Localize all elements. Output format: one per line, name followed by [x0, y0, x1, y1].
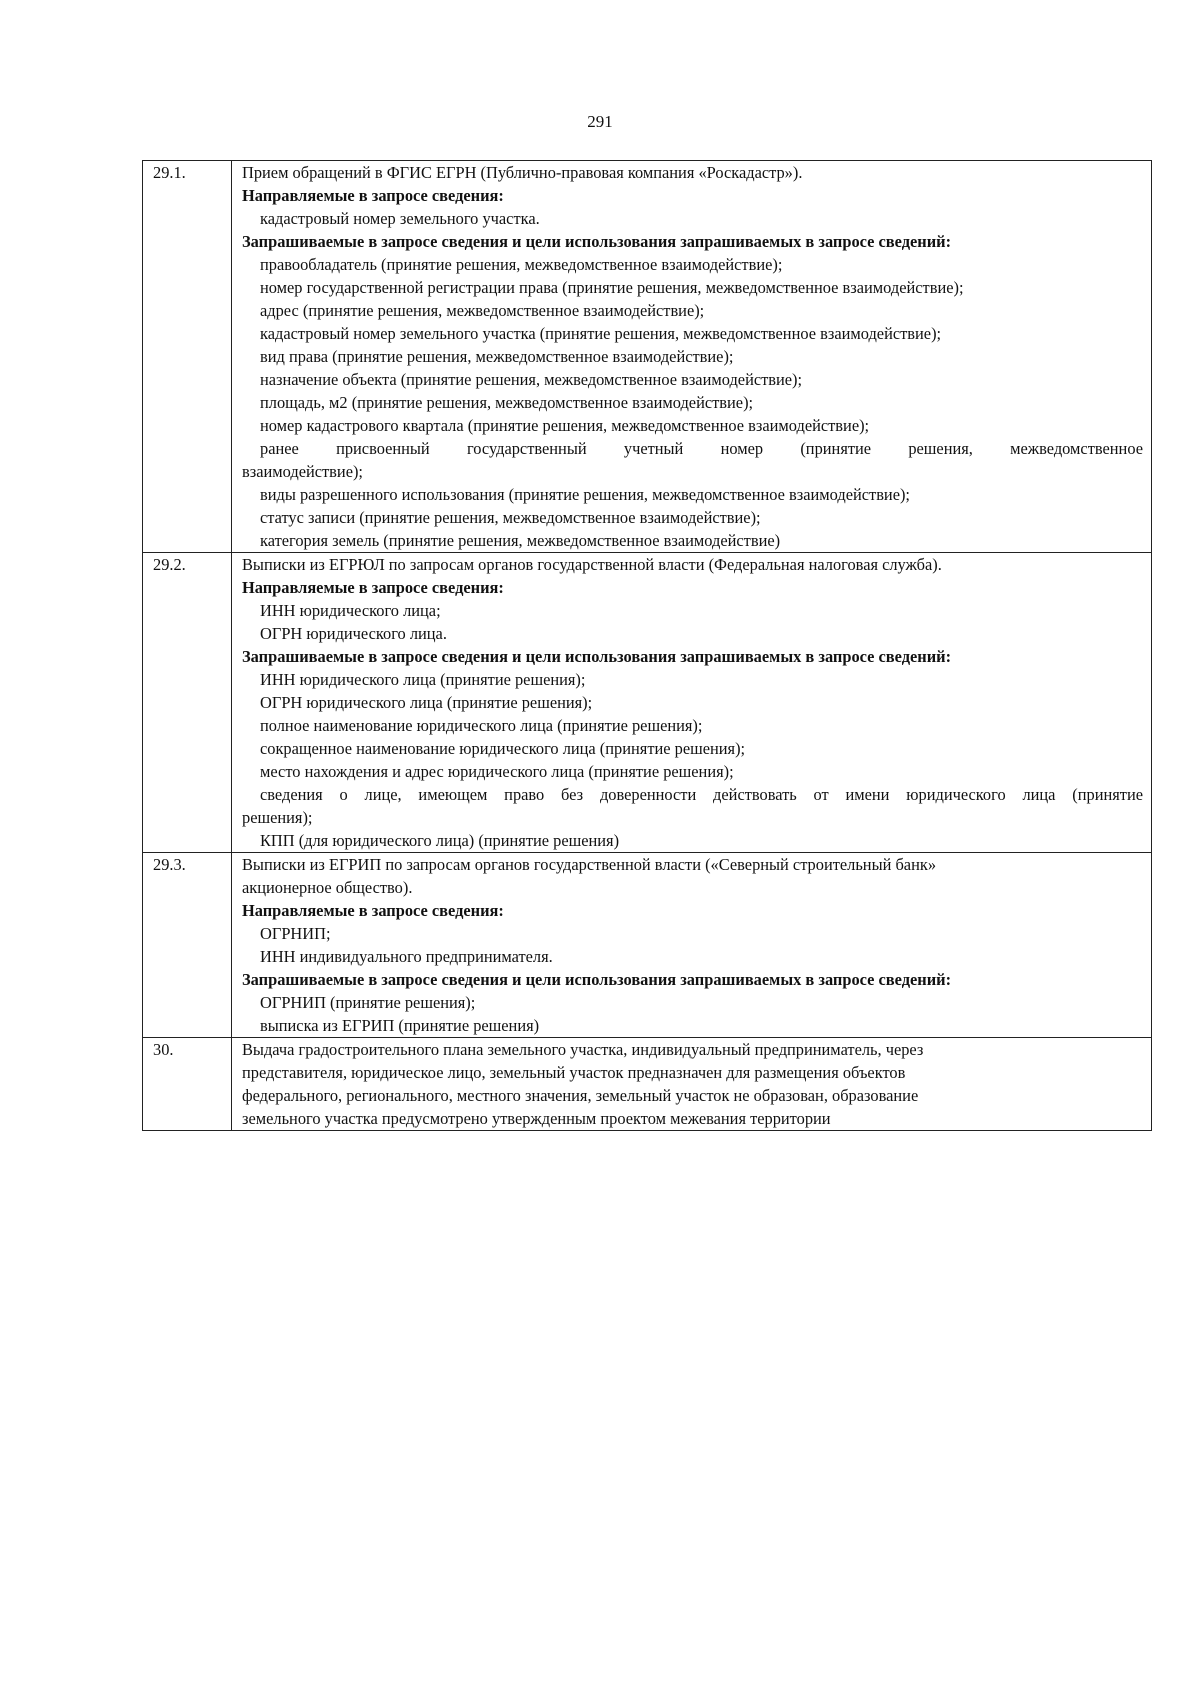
requested-heading: Запрашиваемые в запросе сведения и цели использования запрашиваемых в запросе сведений:: [242, 232, 952, 251]
row-content: [232, 553, 1152, 853]
row-number: 29.2.: [143, 553, 232, 853]
list-item: категория земель (принятие решения, межведомственное взаимодействие): [260, 531, 781, 550]
list-item-wrapped: сведения о лице, имеющем право без доверенности действовать от имени юридического лица (принятие: [260, 785, 1143, 804]
list-item: площадь, м2 (принятие решения, межведомственное взаимодействие);: [260, 393, 754, 412]
list-item: адрес (принятие решения, межведомственное взаимодействие);: [260, 301, 705, 320]
list-item-continuation: взаимодействие);: [242, 462, 363, 481]
list-item: ОГРН юридического лица (принятие решения);: [260, 693, 593, 712]
sent-heading: Направляемые в запросе сведения:: [242, 578, 504, 597]
list-item: ИНН индивидуального предпринимателя.: [260, 947, 553, 966]
list-item: ИНН юридического лица;: [260, 601, 441, 620]
list-item: ОГРНИП;: [260, 924, 331, 943]
row-content: [232, 853, 1152, 1038]
services-table: [142, 160, 1152, 1131]
list-item: вид права (принятие решения, межведомственное взаимодействие);: [260, 347, 734, 366]
list-item: место нахождения и адрес юридического лица (принятие решения);: [260, 762, 734, 781]
requested-heading: Запрашиваемые в запросе сведения и цели использования запрашиваемых в запросе сведений:: [242, 647, 952, 666]
list-item: виды разрешенного использования (принятие решения, межведомственное взаимодействие);: [260, 485, 910, 504]
row-intro: Прием обращений в ФГИС ЕГРН (Публично-правовая компания «Роскадастр»).: [242, 163, 803, 182]
list-item: номер кадастрового квартала (принятие решения, межведомственное взаимодействие);: [260, 416, 870, 435]
list-item: полное наименование юридического лица (принятие решения);: [260, 716, 703, 735]
table-row: [143, 161, 1152, 553]
row-text-line: представителя, юридическое лицо, земельный участок предназначен для размещения объектов: [242, 1063, 906, 1082]
row-intro-continuation: акционерное общество).: [242, 878, 413, 897]
sent-heading: Направляемые в запросе сведения:: [242, 186, 504, 205]
row-number: 29.1.: [143, 161, 232, 553]
list-item: номер государственной регистрации права (принятие решения, межведомственное взаимодействие);: [260, 278, 964, 297]
list-item: назначение объекта (принятие решения, межведомственное взаимодействие);: [260, 370, 803, 389]
row-intro: Выписки из ЕГРИП по запросам органов государственной власти («Северный строительный банк»: [242, 855, 937, 874]
list-item: ИНН юридического лица (принятие решения);: [260, 670, 586, 689]
table-row: [143, 553, 1152, 853]
list-item: правообладатель (принятие решения, межведомственное взаимодействие);: [260, 255, 783, 274]
row-intro: Выписки из ЕГРЮЛ по запросам органов государственной власти (Федеральная налоговая служба).: [242, 555, 942, 574]
page-number: 291: [587, 112, 613, 131]
list-item-wrapped: ранее присвоенный государственный учетный номер (принятие решения, межведомственное: [260, 439, 1143, 458]
row-text-line: Выдача градостроительного плана земельного участка, индивидуальный предприниматель, через: [242, 1040, 924, 1059]
table-row: [143, 853, 1152, 1038]
row-text-line: федерального, регионального, местного значения, земельный участок не образован, образование: [242, 1086, 919, 1105]
list-item: ОГРН юридического лица.: [260, 624, 447, 643]
list-item: статус записи (принятие решения, межведомственное взаимодействие);: [260, 508, 761, 527]
table-row: [143, 1038, 1152, 1131]
list-item: выписка из ЕГРИП (принятие решения): [260, 1016, 540, 1035]
list-item: КПП (для юридического лица) (принятие решения): [260, 831, 620, 850]
row-content: [232, 161, 1152, 553]
row-number: 30.: [143, 1038, 232, 1131]
requested-heading: Запрашиваемые в запросе сведения и цели использования запрашиваемых в запросе сведений:: [242, 970, 952, 989]
list-item: сокращенное наименование юридического лица (принятие решения);: [260, 739, 746, 758]
list-item: ОГРНИП (принятие решения);: [260, 993, 476, 1012]
list-item: кадастровый номер земельного участка.: [260, 209, 540, 228]
list-item-continuation: решения);: [242, 808, 313, 827]
row-content: [232, 1038, 1152, 1131]
list-item: кадастровый номер земельного участка (принятие решения, межведомственное взаимодействие);: [260, 324, 942, 343]
row-text-line: земельного участка предусмотрено утвержденным проектом межевания территории: [242, 1109, 831, 1128]
row-number: 29.3.: [143, 853, 232, 1038]
sent-heading: Направляемые в запросе сведения:: [242, 901, 504, 920]
